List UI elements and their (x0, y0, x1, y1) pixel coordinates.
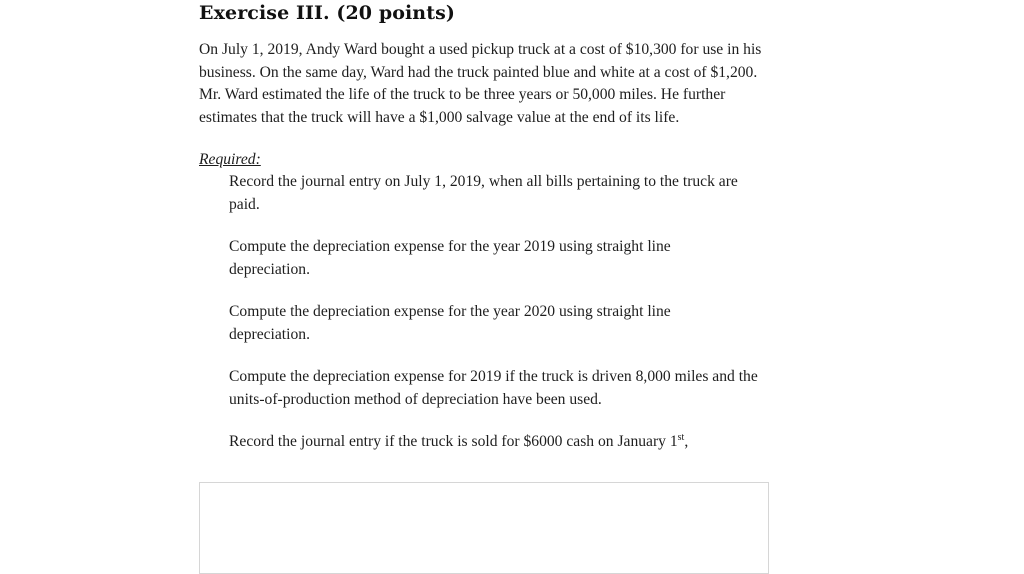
task-item: Record the journal entry on July 1, 2019, when all bills pertaining to the truck are paid. (229, 173, 738, 213)
task-item: Compute the depreciation expense for 2019 if the truck is driven 8,000 miles and the units-of-production method of depreciation have been used. (229, 368, 758, 408)
task-item-last (229, 431, 759, 454)
task-item: Compute the depreciation expense for the year 2019 using straight line depreciation. (229, 238, 671, 278)
task-text: Record the journal entry if the truck is sold for $6000 cash on January 1 (229, 433, 678, 450)
ordinal-superscript: st (677, 432, 685, 443)
answer-input-box[interactable] (199, 482, 769, 574)
task-list (199, 171, 779, 454)
exercise-title: Exercise III. (20 points) (199, 2, 455, 24)
task-item: Compute the depreciation expense for the year 2020 using straight line depreciation. (229, 303, 671, 343)
required-label: Required: (199, 151, 261, 168)
task-trailing-punctuation: , (684, 433, 689, 450)
exercise-section (199, 0, 779, 474)
exercise-intro-paragraph: On July 1, 2019, Andy Ward bought a used pickup truck at a cost of $10,300 for use in his business. On the same day, Ward had the truck painted blue and white at a cost of $1,200. Mr. Ward estimated the life of the truck to be three years or 50,000 miles. He further estimates that the truck will have a $1,000 salvage value at the end of its life. (199, 41, 762, 126)
